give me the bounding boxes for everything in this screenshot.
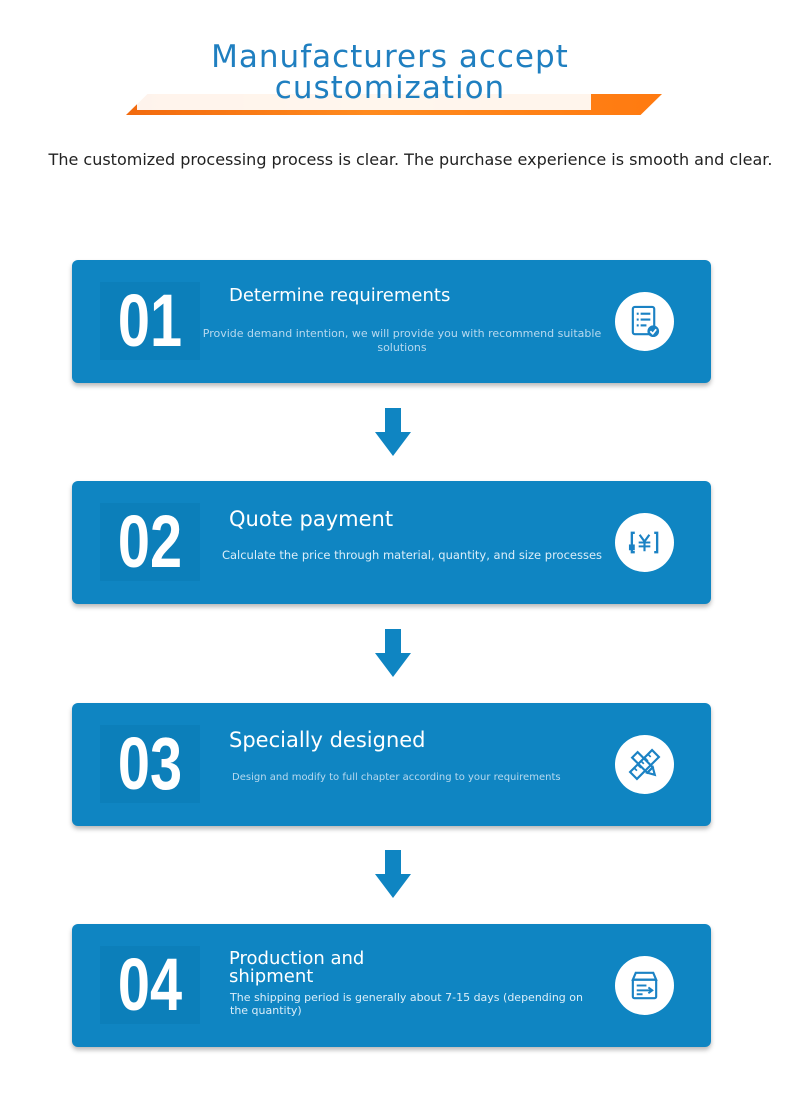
step-number: 01 bbox=[117, 279, 183, 362]
shipping-box-icon bbox=[615, 956, 674, 1015]
step-title: Quote payment bbox=[229, 507, 394, 531]
step-description: Provide demand intention, we will provide you with recommend suitable solutions bbox=[202, 327, 602, 354]
step-number-box bbox=[100, 943, 200, 1026]
header bbox=[0, 0, 790, 130]
step-description: Design and modify to full chapter according to your requirements bbox=[232, 772, 561, 783]
step-number: 02 bbox=[117, 500, 183, 583]
yen-price-icon bbox=[615, 513, 674, 572]
down-arrow-icon bbox=[375, 850, 411, 900]
checklist-icon bbox=[615, 292, 674, 351]
step-description: Calculate the price through material, quantity, and size processes bbox=[221, 548, 603, 562]
step-card-2 bbox=[72, 481, 711, 604]
step-card-3 bbox=[72, 703, 711, 826]
step-number-box bbox=[100, 279, 200, 362]
step-number-box bbox=[100, 722, 200, 805]
step-number: 03 bbox=[117, 722, 183, 805]
step-card-4 bbox=[72, 924, 711, 1047]
down-arrow-icon bbox=[375, 408, 411, 458]
step-number: 04 bbox=[117, 943, 183, 1026]
step-title: Determine requirements bbox=[229, 285, 451, 306]
step-title: Production and shipment bbox=[229, 948, 365, 987]
step-card-1 bbox=[72, 260, 711, 383]
down-arrow-icon bbox=[375, 629, 411, 679]
step-number-box bbox=[100, 500, 200, 583]
step-description: The shipping period is generally about 7-15 days (depending on the quantity) bbox=[230, 991, 583, 1017]
page-title: Manufacturers accept customization bbox=[211, 39, 569, 106]
ruler-pencil-icon bbox=[615, 735, 674, 794]
step-title: Specially designed bbox=[229, 728, 426, 752]
page-subtitle: The customized processing process is clear. The purchase experience is smooth and clear. bbox=[48, 150, 773, 169]
